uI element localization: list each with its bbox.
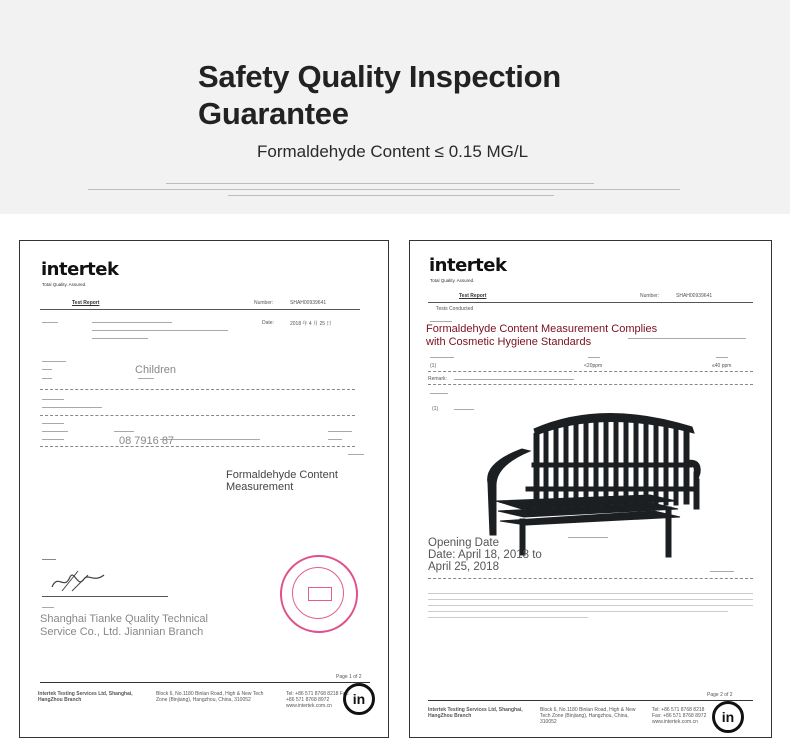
text-line [328, 439, 342, 440]
logo-tagline: Total Quality. Assured. [430, 278, 475, 283]
annotation-formaldehyde-measurement: Formaldehyde Content Measurement [226, 469, 338, 493]
text-line [628, 338, 746, 339]
number-label: Number: [254, 300, 274, 306]
text-line [42, 407, 102, 408]
opening-date-annotation: Opening Date Date: April 18, 2018 to April 25, 2018 [428, 537, 542, 573]
divider-line [428, 371, 753, 372]
divider-line [40, 389, 355, 390]
text-line [42, 431, 68, 432]
text-line [430, 393, 448, 394]
item-number: (1) [430, 363, 437, 369]
remark-label: Remark: [428, 376, 447, 382]
text-line [328, 431, 352, 432]
text-line [348, 454, 364, 455]
footer-address: Block 6, No.1180 Binlan Road, High & New Tech Zone (Binjiang), Hangzhou, China, 310052 [156, 691, 264, 703]
text-line [42, 607, 54, 608]
photo-caption-line [568, 537, 608, 538]
company-name: Shanghai Tianke Quality Technical Service Co., Ltd. Jiannian Branch [40, 613, 208, 638]
text-line [42, 559, 56, 560]
text-line [428, 605, 753, 606]
divider-line [40, 682, 370, 683]
text-line [92, 338, 148, 339]
footer-company: Intertek Testing Services Ltd, Shanghai, HangZhou Branch [428, 707, 523, 719]
signature-line [42, 596, 168, 597]
test-report-heading: Test Report [72, 300, 100, 306]
number-label: Number: [640, 293, 660, 299]
intertek-logo: intertek [429, 255, 507, 276]
report-number: SHAH00939641 [676, 293, 713, 299]
title-line-2: Guarantee [198, 96, 349, 131]
text-line [454, 379, 574, 380]
annotation-cosmetic-standards: Formaldehyde Content Measurement Complies with Cosmetic Hygiene Standards [426, 323, 658, 348]
page-title [198, 58, 561, 132]
divider-line [428, 384, 753, 385]
text-line [430, 357, 454, 358]
report-number: SHAH00939641 [290, 300, 327, 306]
text-line [92, 322, 172, 323]
page-number: Page 2 of 2 [707, 692, 733, 698]
text-line [42, 361, 66, 362]
text-line [454, 409, 474, 410]
footer-address: Block 6, No.1180 Binlan Road, High & New Tech Zone (Binjiang), Hangzhou, China, 310052 [540, 707, 636, 725]
text-line [138, 378, 154, 379]
page-subtitle: Formaldehyde Content ≤ 0.15 MG/L [257, 142, 529, 161]
footer-company: Intertek Testing Services Ltd, Shanghai, HangZhou Branch [38, 691, 133, 703]
divider-line [40, 415, 355, 416]
page-number: Page 1 of 2 [336, 674, 362, 680]
test-result-value: <20ppm [584, 363, 603, 369]
footer-contact: Tel: +86 571 8768 8218 Fax: +86 571 8768 8972 www.intertek.com.cn [286, 691, 350, 709]
text-line [428, 611, 728, 612]
text-line [428, 599, 753, 600]
divider-line [166, 183, 594, 184]
divider-line [428, 578, 753, 579]
tests-conducted: Tests Conducted [436, 306, 474, 312]
text-line [42, 399, 64, 400]
text-line [710, 571, 734, 572]
limit-value: ≤40 ppm [712, 363, 732, 369]
sample-item-number: (1) [432, 406, 439, 412]
text-line [114, 431, 134, 432]
text-line [42, 378, 52, 379]
text-line [42, 439, 64, 440]
header-band [0, 0, 790, 214]
divider-line [88, 189, 680, 190]
test-report-page-2 [409, 240, 772, 738]
report-date: 2018 年 4 月 25 日 [290, 321, 332, 327]
text-line [42, 322, 58, 323]
text-line [42, 423, 64, 424]
divider-line [428, 302, 753, 303]
footer-contact: Tel: +86 571 8768 8218 Fax: +86 571 8768 8972 www.intertek.com.cn [652, 707, 707, 725]
text-line [428, 617, 588, 618]
sample-name-children: Children [135, 364, 176, 376]
text-line [588, 357, 600, 358]
text-line [428, 593, 753, 594]
test-report-page-1 [19, 240, 389, 738]
text-line [716, 357, 728, 358]
code-number: 08 7916 87 [119, 435, 175, 447]
official-seal-stamp [280, 555, 358, 633]
title-line-1: Safety Quality Inspection [198, 59, 561, 94]
text-line [160, 439, 260, 440]
text-line [92, 330, 228, 331]
divider-line [228, 195, 554, 196]
intertek-in-logo: in [712, 701, 744, 733]
divider-line [428, 700, 753, 701]
signature-image [48, 565, 108, 595]
test-report-heading: Test Report [459, 293, 487, 299]
intertek-in-logo: in [343, 683, 375, 715]
text-line [42, 369, 52, 370]
divider-line [40, 309, 360, 310]
text-line [430, 321, 452, 322]
intertek-logo: intertek [41, 259, 119, 280]
logo-tagline: Total Quality. Assured. [42, 282, 87, 287]
divider-line [40, 446, 355, 447]
date-label: Date: [262, 320, 274, 326]
